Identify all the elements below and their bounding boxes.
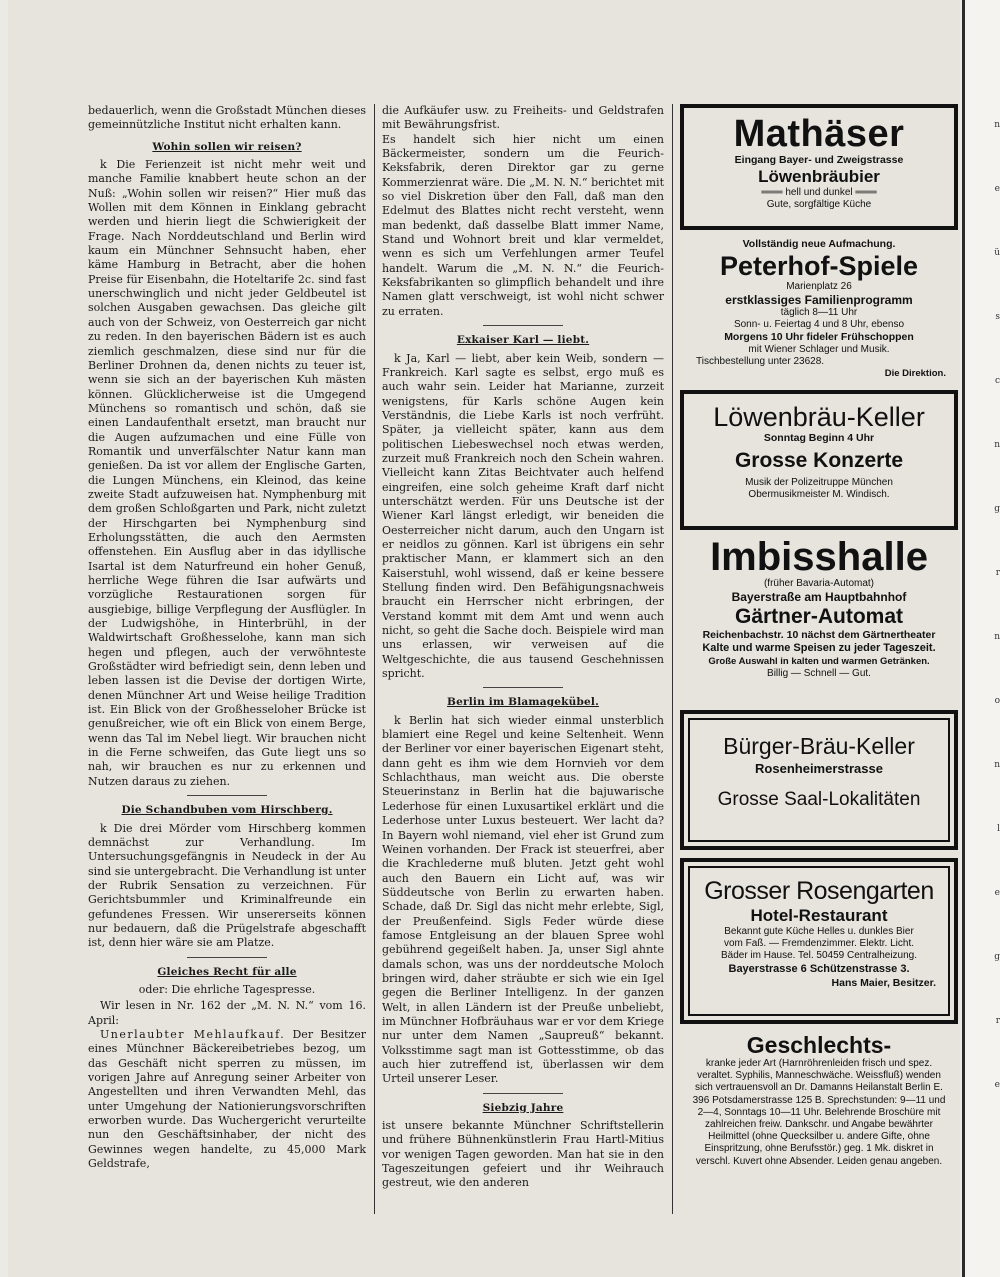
ad-heilanstalt [680,1024,958,1168]
edge-glyph: e [994,184,1000,194]
edge-glyph: c [994,376,1000,386]
column-rule [672,104,673,1214]
ad-line: Sonn- u. Feiertag 4 und 8 Uhr, ebenso [733,319,905,330]
ad-line: (früher Bavaria-Automat) [763,578,875,589]
ad-line: Grosse Saal-Lokalitäten [717,789,921,810]
ad-line: ═══ hell und dunkel ═══ [761,187,877,198]
ad-line: Bekannt gute Küche Helles u. dunkles Bier [724,926,914,937]
edge-glyph: e [994,888,1000,898]
paragraph: ist unsere bekannte Münchner Schriftstellerin und frühere Bühnenkünstlerin Frau Hartl-Mitius vor wenigen Tagen geworden. Man hat sie in den Tageszeitungen gefeiert und ihr Weihrauch gestreut, wie den anderen [382,1119,664,1190]
edge-glyph: o [994,696,1000,706]
ad-line: vom Faß. — Fremdenzimmer. Elektr. Licht. [723,938,915,949]
ad-line: Grosse Konzerte [734,449,904,472]
edge-glyph: n [994,760,1000,770]
paragraph: k Berlin hat sich wieder einmal unsterblich blamiert eine Regel und keine Seltenheit. Wenn der Berliner vor einer bayerischen Eigenart steht, dann geht es ihm wie dem Hornvieh vor dem Schlachthaus, man weicht aus. Die oberste Steuerinstanz in Berlin hat die bajuwarische Lederhose für einen Luxusartikel erklärt und die Lederhose unter Luxus besteuert. Wer lacht da? In Bayern wohl niemand, viel eher ist Grund zum Weinen vorhanden. Der Frack ist steuerfrei, aber die Krachlederne muß bluten. Jetzt geht wohl auch den Bauern ein Licht auf, was wir Süddeutsche von Berlin zu erwarten haben. Schade, daß Dr. Sigl das nicht mehr erlebte, Sigl, der Preußenfeind. Sigls Feder würde diese famose Entgleisung an der blauen Spree wohl gebührend gegeißelt haben. Ja, unser Sigl ahnte damals schon, was uns der norddeutsche Moloch bringen wird, daher sträubte er sich wie ein Igel gegen die Berliner Intelligenz. In der ganzen Welt, in allen Ländern ist der Preuße unbeliebt, im Münchner Hofbräuhaus war er vor dem Kriege nur unter dem Namen „Saupreuß“ bekannt. Volksstimme sagt man ist Gottesstimme, ob das auch hier zutreffend ist, überlassen wir dem Urteil unserer Leser. [382,713,664,1086]
paragraph: k Die drei Mörder vom Hirschberg kommen demnächst zur Verhandlung. Im Untersuchungsgefängnis in Neudeck in der Au sind sie untergebracht. Die Verhandlung ist unter der Rubrik Sensation zu verzeichnen. Für Gerichtsbummler und Kriminalfreunde ein gefundenes Fressen. Wir unsererseits können nur bedauern, daß die Prügelstrafe abgeschafft ist, denn hier wäre sie am Platze. [88,821,366,950]
ad-line: Bäder im Hause. Tel. 50459 Centralheizung. [720,950,918,961]
newspaper-page [8,0,960,1277]
ad-title: Peterhof-Spiele [719,251,919,281]
paragraph: k Die Ferienzeit ist nicht mehr weit und manche Familie knabbert heute schon an der Nuß: „Wohin sollen wir reisen?“ Hier muß das Wollen mit dem Können in Einklang gebracht werden und hierin liegt die Schwierigkeit der Frage. Nach Norddeutschland und Berlin wird kaum ein Münchner Sehnsucht haben, eher käme Hamburg in Betracht, aber die hohen Preise für Eisenbahn, die Hoteltarife 2c. sind fast unerschwinglich und nicht jeder Geldbeutel ist solchen Ausgaben gewachsen. Das gleiche gilt auch von der Schweiz, von Oesterreich gar nicht zu reden. In den bayerischen Bädern ist es auch ziemlich geschmalzen, diese sind nur für die Berliner Drohnen da, denen nichts zu teuer ist, wenn sie sich an der bayerischen Kuh mästen können. Glücklicherweise ist die Umgegend Münchens so romantisch und schön, daß sie einen Landaufenthalt ersetzt, man braucht nur die Augen aufzumachen und eine Fülle von Romantik und unverfälschter Natur kann man genießen. Da ist vor allem der Englische Garten, die Lungen Münchens, ein Kleinod, das keine zweite Stadt aufzuweisen hat. Nymphenburg mit dem großen Schloßgarten und Park, nicht zuletzt der Hirschgarten bei Nymphenburg sind Erholungsstätten, die auch den Aermsten offenstehen. Ein Ausflug aber in das idyllische Isartal ist dem Naturfreund ein hoher Genuß, herrliche Wege führen die Isar aufwärts und vorzügliche Restaurationen sorgen für ausgiebige, billige Verpflegung der Ausflügler. In der Ludwigshöhe, in Hinterbrühl, in der Waldwirtschaft Großhesselohe, kann man sich hegen und pflegen, auch der verwöhnteste Großstädter wird befriedigt sein, denn leben und leben lassen ist die Devise der dortigen Wirte, denen Münchner Art und Weise heilige Tradition ist. Ein Blick von der Großhesseloher Brücke ist genußreicher, wie oft ein Blick von einem Berge, wenn das Tal im Nebel liegt. Wir brauchen nicht in die Ferne schweifen, das Gute liegt uns so nah, wir brauchen es nur zu erkennen und Nutzen daraus zu ziehen. [88,158,366,788]
ad-line: Marienplatz 26 [786,281,852,292]
edge-glyph: s [995,312,1000,322]
subheadline: oder: Die ehrliche Tagespresse. [138,982,316,996]
ad-loewenbraeu-keller [680,390,958,530]
ad-line: Die Direktion. [884,368,946,379]
ad-line: erstklassiges Familienprogramm [725,293,913,307]
edge-glyph: l [997,824,1000,834]
ad-line: Bayerstrasse 6 Schützenstrasse 3. [728,963,910,975]
ad-imbisshalle [680,530,958,706]
divider [187,957,267,958]
ad-line: mit Wiener Schlager und Musik. [748,344,890,355]
edge-glyph: r [995,568,1000,578]
paragraph: die Aufkäufer usw. zu Freiheits- und Geldstrafen mit Bewährungsfrist. [382,104,664,132]
headline-reisen: Wohin sollen wir reisen? [152,140,302,153]
ad-peterhof [680,230,958,390]
ad-title: Geschlechts- [746,1032,892,1058]
paragraph: Unerlaubter Mehlaufkauf. Der Besitzer eines Münchner Bäckereibetriebes bezog, um das Geschäft nicht sperren zu müssen, im vorigen Jahre auf Anregung seiner Arbeiter von Angestellten und ihren Verwandten Mehl, das unter Umgehung der Nationierungsvorschriften erworben wurde. Das Wuchergericht verurteilte nun den Geschäftsinhaber, der nicht des Gewinnes wegen handelte, zu 45,000 Mark Geldstrafe, [88,1027,367,1171]
edge-glyph: e [994,1080,1000,1090]
ad-buerger-braeu-keller [680,710,958,850]
edge-glyph: r [995,1016,1000,1026]
ad-title: Mathäser [733,113,905,155]
ad-line: Gute, sorgfältige Küche [766,199,872,210]
headline-karl: Exkaiser Karl — liebt. [456,334,590,347]
spaced-lead: Unerlaubter Mehlaufkauf. [100,1027,286,1041]
ad-title: Imbisshalle [710,535,928,579]
ad-line: Vollständig neue Aufmachung. [742,238,896,250]
ad-line: Rosenheimerstrasse [755,761,883,776]
divider [483,1093,563,1094]
ad-line: Billig — Schnell — Gut. [767,668,871,679]
edge-glyph: n [994,120,1000,130]
headline-berlin: Berlin im Blamagekübel. [447,696,599,709]
ad-body: kranke jeder Art (Harnröhrenleiden frisch und spez. veraltet. Syphilis, Manneschwäche. Weissfluß) wenden sich vertrauensvoll an Dr. Damanns Heilanstalt Berlin E. 396 Potsdamerstrasse 125 B. Sprechstunden: 9—11 und 2—4, Sonntags 10—11 Uhr. Belehrende Broschüre mit zahlreichen freiw. Dankschr. und Angabe bewährter Heilmittel (ohne Quecksilber u. andere Gifte, ohne Einspritzung, ohne Berufsstör.) geg. 1 Mk. diskret in verschl. Kuvert ohne Absender. Leiden genau angeben. [692,1058,946,1167]
ad-line: Obermusikmeister M. Windisch. [748,489,890,500]
ad-line: täglich 8—11 Uhr [780,307,858,318]
paragraph: bedauerlich, wenn die Großstadt München dieses gemeinnützliche Institut nicht erhalten kann. [88,104,366,132]
ad-line: Reichenbachstr. 10 nächst dem Gärtnertheater [702,629,936,641]
paragraph: Wir lesen in Nr. 162 der „M. N. N.“ vom 16. April: [88,999,366,1027]
article-column-1 [88,104,366,1171]
edge-glyph: n [994,440,1000,450]
edge-glyph: n [994,632,1000,642]
ad-title: Löwenbräu-Keller [713,402,925,432]
headline-schandbuben: Die Schandbuben vom Hirschberg. [121,804,333,817]
ad-grosser-rosengarten [680,858,958,1024]
edge-glyph: g [994,952,1000,962]
ad-line: Große Auswahl in kalten und warmen Getränken. [708,656,930,667]
divider [483,687,563,688]
headline-recht: Gleiches Recht für alle [157,965,297,978]
ad-title: Grosser Rosengarten [704,877,934,905]
edge-glyph: ü [994,248,1000,258]
article-column-2 [382,104,664,1191]
advertisements-column [680,104,958,1168]
ad-line: Hotel-Restaurant [750,906,888,925]
ad-line: Bayerstraße am Hauptbahnhof [731,590,907,604]
divider [187,795,267,796]
ad-line: Morgens 10 Uhr fideler Frühschoppen [724,331,914,343]
ad-line: Hans Maier, Besitzer. [831,977,936,989]
adjacent-page-edge [962,0,1000,1277]
ad-line: Gärtner-Automat [734,605,903,628]
paragraph: k Ja, Karl — liebt, aber kein Weib, sondern — Frankreich. Karl sagte es selbst, ergo muß es auch wahr sein. Leider hat Marianne, zurzeit wenigstens, für Karls schöne Augen kein Verständnis, die Liebe Karls ist noch verfrüht. Später, ja vielleicht später, kann aus dem politischen Liebeswechsel noch etwas werden, zurzeit muß Frankreich noch den Schein wahren. Vielleicht kann Zitas Beichtvater auch helfend eingreifen, eine solch geheime Kraft darf nicht unterschätzt werden. Für uns Deutsche ist der Wiener Karl längst erledigt, wir beneiden die Oesterreicher nicht darum, auch den Ungarn ist er neidlos zu gönnen. Karl ist übrigens ein sehr praktischer Mann, er klammert sich an den Kaiserstuhl, wohl wissend, daß er keine bessere Stellung finden wird. Den Befähigungsnachweis braucht ein Herrscher nicht erbringen, der Verstand kommt mit dem Amt und wenn auch nicht, so geht die Sache doch. Beispiele wird man uns erlassen, wir verweisen auf die Weltgeschichte, die aus tausend Geschehnissen spricht. [382,351,664,681]
edge-glyph: g [994,504,1000,514]
divider [483,325,563,326]
ad-title: Bürger-Bräu-Keller [723,733,915,759]
ad-line: Löwenbräubier [758,167,880,186]
ad-line: Sonntag Beginn 4 Uhr [763,432,875,444]
ad-line: Kalte und warme Speisen zu jeder Tageszeit. [702,642,936,654]
ad-line: Musik der Polizeitruppe München [745,477,893,488]
ad-mathaeser [680,104,958,230]
headline-siebzig: Siebzig Jahre [482,1101,564,1114]
paragraph: Es handelt sich hier nicht um einen Bäckermeister, sondern um die Feurich-Keksfabrik, deren Direktor gar zu gerne Kommerzienrat wäre. Die „M. N. N.“ berichtet mit so viel Diskretion über den Fall, daß man den Edelmut des Blattes nicht recht versteht, wenn man bedenkt, daß dasselbe Blatt immer Name, Stand und Wohnort breit und klar vermeldet, wenn es sich um Verfehlungen armer Teufel handelt. Warum die „M. N. N.“ die Feurich-Keksfabrikanten so glimpflich behandelt und ihre Namen glatt verschweigt, ist wohl nicht schwer zu erraten. [382,132,664,318]
ad-line: Tischbestellung unter 23628. [696,356,825,367]
ad-line: Eingang Bayer- und Zweigstrasse [734,154,904,166]
column-rule [374,104,375,1214]
